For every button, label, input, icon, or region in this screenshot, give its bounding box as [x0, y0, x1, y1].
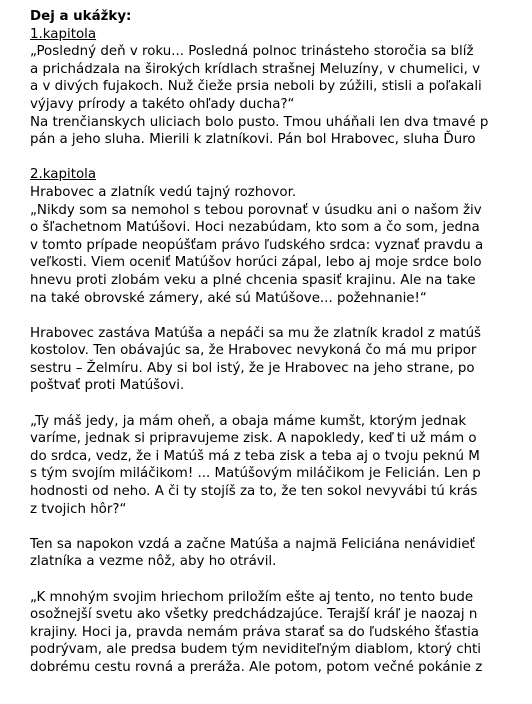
- paragraph-spacer: [30, 395, 532, 413]
- text-line: hnevu proti zlobám veku a plné chcenia spasiť krajinu. Ale na take: [30, 272, 476, 288]
- text-line: v tomto prípade neopúšťam právo ľudského srdca: vyznať pravdu a: [30, 237, 484, 253]
- chapter-2-paragraph-5: [30, 589, 532, 677]
- text-line: výjavy prírody a takéto ohľady ducha?“: [30, 96, 295, 112]
- text-line: Ten sa napokon vzdá a začne Matúša a najmä Feliciána nenávidieť: [30, 536, 475, 552]
- text-line: „Posledný deň v roku... Posledná polnoc trinásteho storočia sa blíž: [30, 44, 474, 60]
- text-line: poštvať proti Matúšovi.: [30, 378, 185, 394]
- text-line: Hrabovec a zlatník vedú tajný rozhovor.: [30, 184, 297, 200]
- text-line: s tým svojím miláčikom! ... Matúšovým miláčikom je Felicián. Len p: [30, 466, 481, 482]
- text-line: podrývam, ale predsa budem tým neviditeľným diablom, ktorý chti: [30, 642, 482, 658]
- text-line: na také obrovské zámery, aké sú Matúšove... požehnanie!“: [30, 290, 427, 306]
- text-line: dobrému cestu rovná a preráža. Ale potom, potom večné pokánie z: [30, 659, 483, 675]
- chapter-2-title: 2.kapitola: [30, 167, 97, 183]
- text-line: hodnosti od neho. A či ty stojíš za to, že ten sokol nevyvábi tú krás: [30, 484, 478, 500]
- text-line: varíme, jednak si pripravujeme zisk. A napokledy, keď ti už mám o: [30, 431, 477, 447]
- chapter-2-paragraph-4: [30, 536, 532, 571]
- paragraph-spacer: [30, 149, 532, 167]
- text-line: do srdca, vedz, že i Matúš má z teba zisk a teba aj o tvoju peknú M: [30, 448, 480, 464]
- text-line: sestru – Želmíru. Aby si bol istý, že je Hrabovec na jeho strane, po: [30, 360, 475, 376]
- text-line: o šľachetnom Matúšovi. Hoci nezabúdam, kto som a čo som, jedna: [30, 220, 480, 236]
- text-line: osožnejší svetu ako všetky predchádzajúce. Terajší kráľ je naozaj n: [30, 607, 478, 623]
- text-line: kostolov. Ten obávajúc sa, že Hrabovec nevykoná čo má mu pripor: [30, 343, 477, 359]
- paragraph-spacer: [30, 307, 532, 325]
- text-line: „Nikdy som sa nemohol s tebou porovnať v úsudku ani o našom živ: [30, 202, 482, 218]
- chapter-2-paragraph-1: [30, 184, 532, 307]
- text-line: Hrabovec zastáva Matúša a nepáči sa mu že zlatník kradol z matúš: [30, 325, 482, 341]
- text-line: „Ty máš jedy, ja mám oheň, a obaja máme kumšt, ktorým jednak: [30, 413, 467, 429]
- text-line: a v divých fujakoch. Nuž čieže prsia neboli by zúžili, stisli a poľakali: [30, 79, 482, 95]
- text-line: a prichádzala na širokých krídlach strašnej Meluzíny, v chumelici, v: [30, 61, 481, 77]
- text-line: zlatníka a vezme nôž, aby ho otrávil.: [30, 554, 277, 570]
- document-body: [30, 8, 532, 677]
- paragraph-spacer: [30, 571, 532, 589]
- paragraph-spacer: [30, 518, 532, 536]
- text-line: krajiny. Hoci ja, pravda nemám práva starať sa do ľudského šťastia: [30, 624, 479, 640]
- text-line: „K mnohým svojim hriechom priložím ešte aj tento, no tento bude: [30, 589, 474, 605]
- text-line: Na trenčianskych uliciach bolo pusto. Tmou uháňali len dva tmavé p: [30, 114, 489, 130]
- chapter-1-title: 1.kapitola: [30, 26, 97, 42]
- chapter-2-paragraph-3: [30, 413, 532, 519]
- text-line: veľkosti. Viem oceniť Matúšov horúci zápal, lebo aj moje srdce bolo: [30, 255, 482, 271]
- chapter-1-quote: [30, 43, 532, 149]
- text-line: z tvojich hôr?“: [30, 501, 127, 517]
- document-heading: Dej a ukážky:: [30, 9, 132, 24]
- text-line: pán a jeho sluha. Mierili k zlatníkovi. Pán bol Hrabovec, sluha Ďuro: [30, 132, 476, 148]
- chapter-2-paragraph-2: [30, 325, 532, 395]
